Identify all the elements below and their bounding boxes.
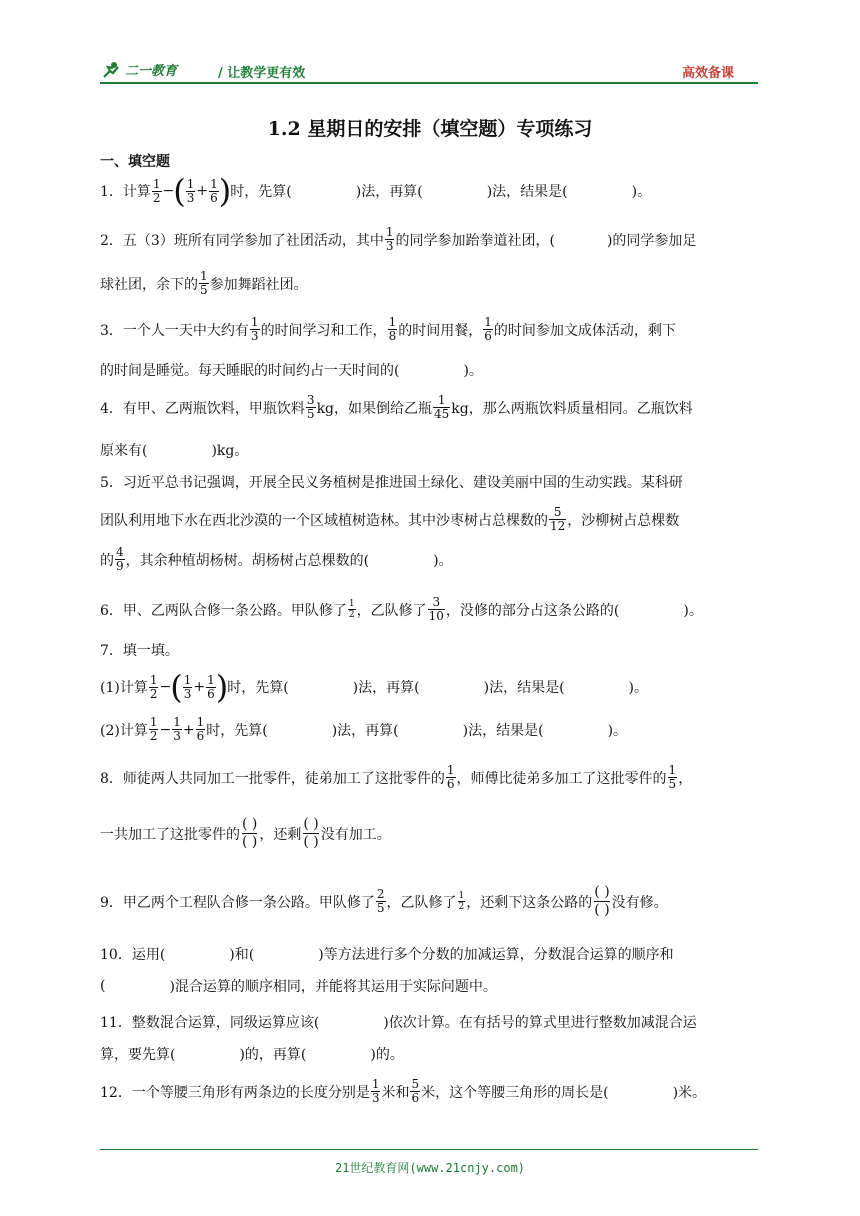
header-tag: 高效备课 <box>681 66 734 81</box>
q7-text-i: )法，再算( <box>331 722 399 739</box>
question-8 <box>100 764 692 791</box>
fraction: 5 6 <box>411 1077 420 1105</box>
q1-text-d: )法，结果是( <box>486 184 568 200</box>
q6-text-b: ，乙队修了 <box>356 602 427 619</box>
q6-text-c: ，没修的部分占这条公路的( <box>445 602 620 619</box>
plus-sign: + <box>182 721 195 738</box>
minus-sign: − <box>159 721 172 738</box>
fraction: 1 3 <box>385 225 394 253</box>
q3-text-b: 的时间学习和工作， <box>260 322 387 339</box>
plus-sign: + <box>196 183 209 199</box>
question-12 <box>100 1078 706 1105</box>
q12-text-b: 米和 <box>381 1084 410 1101</box>
fraction: 1 6 <box>446 763 455 791</box>
q7-text-a: 7．填一填。 <box>100 643 179 659</box>
header-divider <box>100 82 758 84</box>
q8-text-c: ， <box>678 770 693 787</box>
fraction: 1 3 <box>183 672 192 701</box>
question-8-cont <box>100 816 391 851</box>
q7-text-d: )法，再算( <box>352 680 420 696</box>
fraction: 1 5 <box>668 763 677 791</box>
q8-text-f: 没有加工。 <box>320 826 391 843</box>
question-2 <box>100 226 696 253</box>
q10-text-b: )和( <box>229 947 255 963</box>
q5-text-e: ，其余种植胡杨树。胡杨树占总棵数的( <box>125 552 370 569</box>
logo <box>100 60 177 79</box>
q2-text-c: )的同学参加足 <box>606 232 697 249</box>
q8-text-b: ，师傅比徒弟多加工了这批零件的 <box>456 770 667 787</box>
q3-text-d: 的时间参加文成体活动，剩下 <box>493 322 676 339</box>
fraction: 1 2 <box>149 715 158 743</box>
q4-text-c: kg，那么两瓶饮料质量相同。乙瓶饮料 <box>451 400 693 417</box>
q8-text-e: ，还剩 <box>259 826 302 843</box>
q3-text-e: 的时间是睡觉。每天睡眠的时间约占一天时间的( <box>100 363 400 379</box>
left-paren: ( <box>173 172 186 210</box>
question-5-cont2 <box>100 546 453 573</box>
fraction: 5 12 <box>550 505 566 533</box>
q7-text-c: 时，先算( <box>227 680 289 696</box>
q5-text-c: ，沙柳树占总棵数 <box>567 512 680 529</box>
q11-text-a: 11．整数混合运算，同级运算应该( <box>100 1015 320 1031</box>
q11-text-e: )的。 <box>370 1047 404 1063</box>
q10-text-d: ( <box>100 978 106 994</box>
fraction: 1 2 <box>458 891 465 912</box>
fraction: 1 3 <box>186 176 195 205</box>
fraction: 3 5 <box>306 393 315 421</box>
question-11 <box>100 1012 697 1032</box>
fraction: 1 3 <box>250 315 259 343</box>
q2-text-e: 参加舞蹈社团。 <box>209 276 308 293</box>
footer-divider <box>100 1149 758 1150</box>
q1-text-c: )法，再算( <box>355 184 423 200</box>
fraction: 3 10 <box>428 595 444 623</box>
question-9 <box>100 884 668 919</box>
q9-text-c: ，还剩下这条公路的 <box>466 894 593 911</box>
q10-text-a: 10．运用( <box>100 947 166 963</box>
q9-text-a: 9．甲乙两个工程队合修一条公路。甲队修了 <box>100 894 375 911</box>
q7-text-g: (2)计算 <box>100 722 148 739</box>
question-5-cont <box>100 506 679 533</box>
fraction: 1 2 <box>149 672 158 701</box>
slogan: / 让教学更有效 <box>218 66 306 81</box>
q12-text-c: 米，这个等腰三角形的周长是( <box>421 1084 609 1101</box>
blank-fraction[interactable]: ( ) ( ) <box>242 816 258 850</box>
fraction: 1 2 <box>152 176 161 205</box>
plus-sign: + <box>193 679 206 695</box>
blank-fraction[interactable]: ( ) ( ) <box>594 884 610 918</box>
fraction: 1 6 <box>484 315 492 343</box>
q8-text-a: 8．师徒两人共同加工一批零件，徒弟加工了这批零件的 <box>100 770 445 787</box>
logo-text: 二一教育 <box>125 64 178 79</box>
q4-text-d: 原来有( <box>100 443 148 459</box>
question-4-cont <box>100 440 248 460</box>
q7-text-k: )。 <box>607 722 628 739</box>
q3-text-f: )。 <box>463 363 483 379</box>
q4-text-b: kg，如果倒给乙瓶 <box>316 400 433 417</box>
question-11-cont <box>100 1044 404 1064</box>
question-7-2 <box>100 716 627 743</box>
q9-text-d: 没有修。 <box>611 894 668 911</box>
q7-text-h: 时，先算( <box>206 722 268 739</box>
question-6 <box>100 596 703 623</box>
fraction: 1 45 <box>434 393 450 421</box>
q7-text-e: )法，结果是( <box>483 680 565 696</box>
fraction: 1 2 <box>348 599 355 620</box>
q5-text-a: 5．习近平总书记强调，开展全民义务植树是推进国土绿化、建设美丽中国的生动实践。某科研 <box>100 475 683 491</box>
q5-text-b: 团队利用地下水在西北沙漠的一个区域植树造林。其中沙枣树占总棵数的 <box>100 512 548 529</box>
fraction: $\frac{1}{3}$ <box>173 715 181 743</box>
footer-link[interactable]: 21世纪教育网(www.21cnjy.com) <box>334 1161 526 1175</box>
question-10 <box>100 944 674 964</box>
q5-text-d: 的 <box>100 552 114 569</box>
question-1 <box>100 172 652 210</box>
question-3-cont <box>100 360 483 380</box>
question-7-1 <box>100 668 649 706</box>
fraction: 1 3 <box>371 1077 380 1105</box>
q3-text-a: 3．一个人一天中大约有 <box>100 322 249 339</box>
q11-text-c: 算，要先算( <box>100 1047 176 1063</box>
q2-text-d: 球社团，余下的 <box>100 276 198 293</box>
section-heading: 一、填空题 <box>100 154 170 170</box>
question-5 <box>100 472 683 492</box>
q4-text-e: )kg。 <box>211 443 249 459</box>
q7-text-j: )法，结果是( <box>462 722 544 739</box>
q2-text-a: 2．五（3）班所有同学参加了社团活动，其中 <box>100 232 384 249</box>
q5-text-f: )。 <box>433 552 453 569</box>
q6-text-d: )。 <box>683 602 703 619</box>
q7-text-b: (1)计算 <box>100 680 148 696</box>
fraction: 1 8 <box>388 315 397 343</box>
q10-text-e: )混合运算的顺序相同，并能将其运用于实际问题中。 <box>169 979 497 995</box>
right-paren: ) <box>218 172 232 210</box>
fraction: 4 9 <box>116 545 124 573</box>
q7-text-f: )。 <box>628 680 649 696</box>
right-paren: ) <box>215 668 229 706</box>
question-3 <box>100 316 676 343</box>
q9-text-b: ，乙队修了 <box>386 894 457 911</box>
question-7 <box>100 640 179 660</box>
q1-text-a: 1．计算 <box>100 184 151 200</box>
fraction: $\frac{1}{6}$ <box>207 672 215 701</box>
blank-fraction[interactable]: ( ) ( ) <box>303 816 319 850</box>
q12-text-a: 12．一个等腰三角形有两条边的长度分别是 <box>100 1084 370 1101</box>
fraction: $\frac{1}{6}$ <box>210 176 218 205</box>
q1-text-e: )。 <box>631 184 652 200</box>
page-title: 1.2 星期日的安排（填空题）专项练习 <box>267 118 593 140</box>
page-header <box>100 58 758 84</box>
q12-text-d: )米。 <box>672 1084 707 1101</box>
minus-sign: − <box>162 183 175 199</box>
question-4 <box>100 394 693 421</box>
q10-text-c: )等方法进行多个分数的加减运算，分数混合运算的顺序和 <box>318 947 674 963</box>
q2-text-b: 的同学参加跆拳道社团，( <box>395 232 555 249</box>
q11-text-b: )依次计算。在有括号的算式里进行整数加减混合运 <box>383 1015 697 1031</box>
fraction: $\frac{1}{6}$ <box>196 715 205 743</box>
question-10-cont <box>100 976 497 996</box>
q8-text-d: 一共加工了这批零件的 <box>100 826 240 843</box>
runner-logo-icon <box>100 61 122 79</box>
left-paren: ( <box>170 668 183 706</box>
q1-text-b: 时，先算( <box>230 184 292 200</box>
minus-sign: − <box>159 679 172 695</box>
q3-text-c: 的时间用餐， <box>398 322 483 339</box>
q11-text-d: )的，再算( <box>239 1047 307 1063</box>
fraction: 1 5 <box>200 269 208 297</box>
question-2-cont <box>100 270 308 297</box>
fraction: 2 5 <box>376 887 385 915</box>
q6-text-a: 6．甲、乙两队合修一条公路。甲队修了 <box>100 602 347 619</box>
q4-text-a: 4．有甲、乙两瓶饮料，甲瓶饮料 <box>100 400 305 417</box>
